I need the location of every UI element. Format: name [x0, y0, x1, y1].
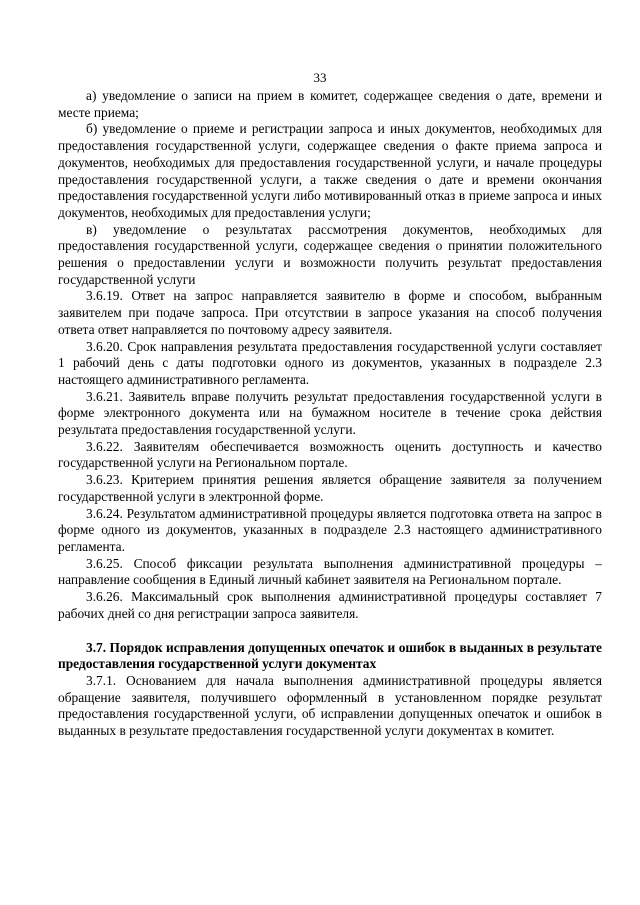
paragraph-3-6-26: 3.6.26. Максимальный срок выполнения административной процедуры составляет 7 рабочих дней со дня регистрации запроса заявителя. — [58, 589, 602, 621]
paragraph-3-6-20: 3.6.20. Срок направления результата предоставления государственной услуги составляет 1 рабочий день с даты подготовки одного из документов, указанных в подразделе 2.3 настоящего административного регламента. — [58, 338, 602, 387]
paragraph-item-a: а) уведомление о записи на прием в комитет, содержащее сведения о дате, времени и месте приема; — [58, 88, 602, 120]
paragraph-3-6-22: 3.6.22. Заявителям обеспечивается возможность оценить доступность и качество государственной услуги на Региональном портале. — [58, 438, 602, 471]
paragraph-3-6-23: 3.6.23. Критерием принятия решения является обращение заявителя за получением государственной услуги в электронной форме. — [58, 472, 602, 504]
paragraph-item-b: б) уведомление о приеме и регистрации запроса и иных документов, необходимых для предоставления государственной услуги, содержащее сведения о факте приема запроса и документов, необходимых для предоставления государственной услуги, и начале процедуры предоставления государственной услуги, а также сведения о дате и времени окончания предоставления государственной услуги либо мотивированный отказ в приеме запроса и иных документов, необходимых для предоставления услуги; — [58, 121, 602, 220]
page-number: 33 — [313, 70, 327, 85]
paragraph-3-7-1: 3.7.1. Основанием для начала выполнения административной процедуры является обращение заявителя, получившего оформленный в установленном порядке результат предоставления государственной услуги, об исправлении допущенных опечаток и ошибок в выданных в результате предоставления государственной услуги документах в комитет. — [58, 672, 602, 739]
document-body — [58, 88, 602, 740]
section-heading-3-7: 3.7. Порядок исправления допущенных опечаток и ошибок в выданных в результате предоставления государственной услуги документах — [58, 639, 602, 672]
paragraph-3-6-25: 3.6.25. Способ фиксации результата выполнения административной процедуры – направление сообщения в Единый личный кабинет заявителя на Региональном портале. — [58, 555, 602, 588]
paragraph-item-v: в) уведомление о результатах рассмотрения документов, необходимых для предоставления государственной услуги, содержащее сведения о принятии положительного решения о предоставлении услуги и возможности получить результат предоставления государственной услуги — [58, 221, 602, 287]
paragraph-3-6-19: 3.6.19. Ответ на запрос направляется заявителю в форме и способом, выбранным заявителем при подаче запроса. При отсутствии в запросе указания на способ получения ответа ответ направляется по почтовому адресу заявителя. — [58, 288, 602, 337]
paragraph-3-6-24: 3.6.24. Результатом административной процедуры является подготовка ответа на запрос в форме одного из документов, указанных в подразделе 2.3 настоящего административного регламента. — [58, 505, 602, 554]
paragraph-3-6-21: 3.6.21. Заявитель вправе получить результат предоставления государственной услуги в форме электронного документа или на бумажном носителе в течение срока действия результата предоставления государственной услуги. — [58, 388, 602, 438]
